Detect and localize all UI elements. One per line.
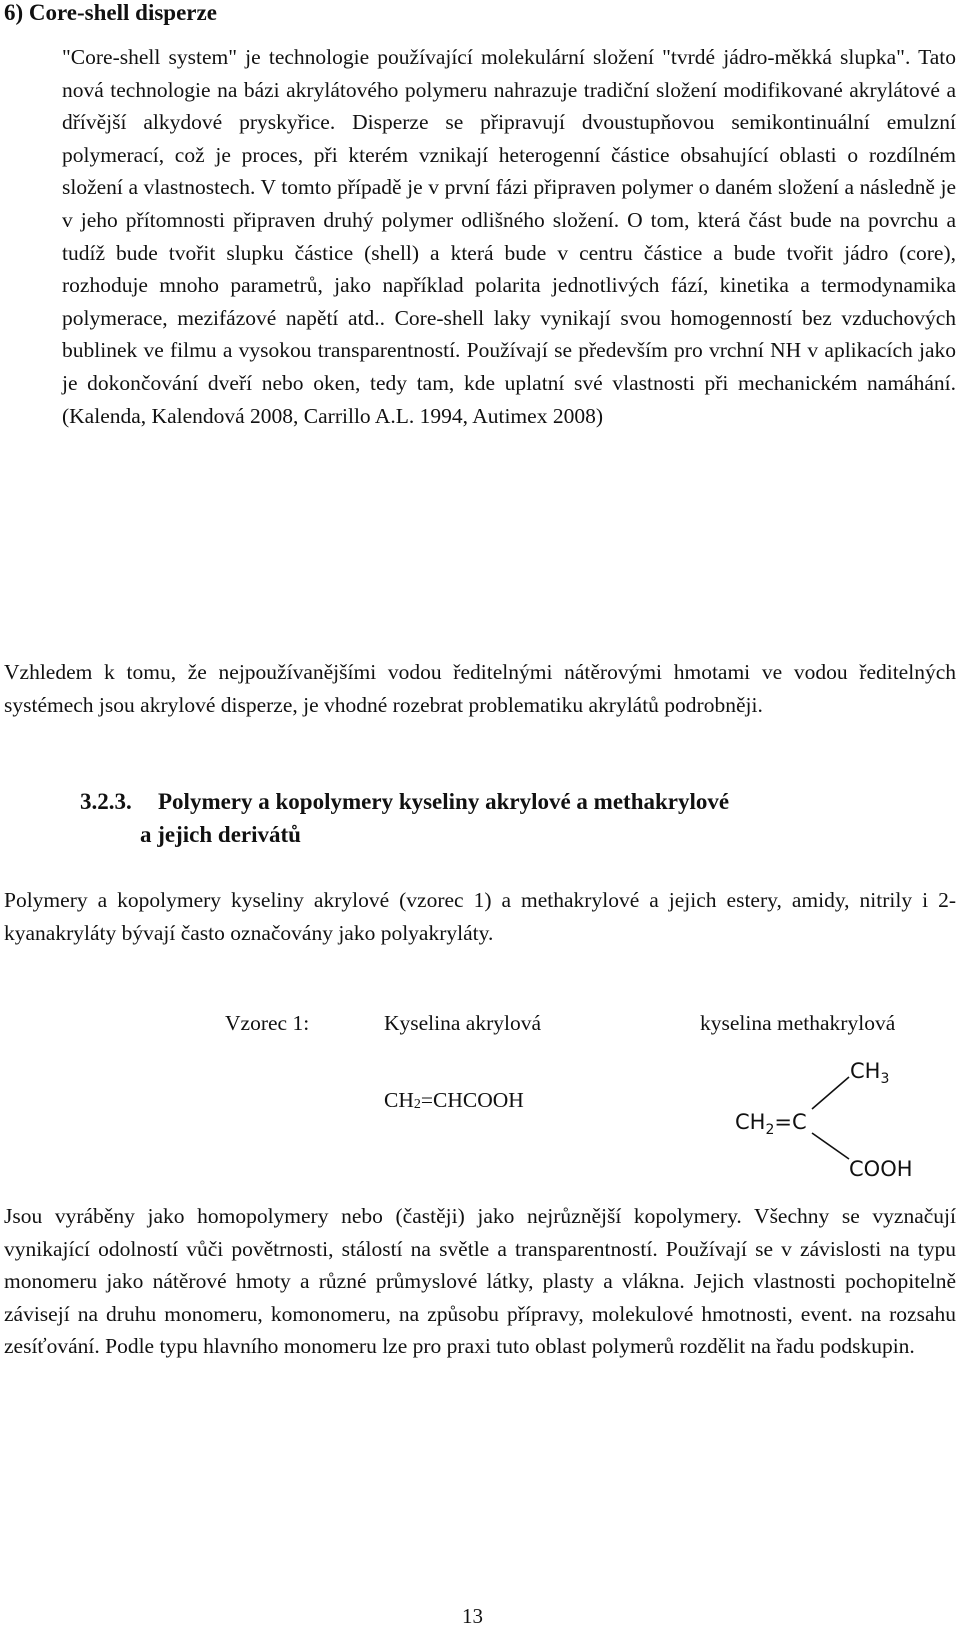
methacrylic-acid-structure xyxy=(735,1057,935,1177)
acrylic-acid-name: Kyselina akrylová xyxy=(384,1011,542,1035)
paragraph-polyacrylates: Polymery a kopolymery kyseliny akrylové (vzorec 1) a methakrylové a jejich estery, amidy, nitrily i 2-kyanakryláty bývají často označovány jako polyakryláty. xyxy=(4,888,956,945)
section-number: 3.2.3. xyxy=(80,789,132,814)
structure-ch3-label: $CH_3$ xyxy=(850,1059,890,1087)
formula-sub-2: 2 xyxy=(413,1097,421,1112)
formula-rest: =CHCOOH xyxy=(420,1088,524,1112)
acrylic-acid-formula xyxy=(384,1087,524,1118)
structure-bond-down xyxy=(812,1133,849,1159)
page-number: 13 xyxy=(462,1604,483,1628)
section-title-line2: a jejich derivátů xyxy=(140,822,301,847)
section-title-line1: Polymery a kopolymery kyseliny akrylové a methakrylové xyxy=(158,789,730,814)
section-heading-core-shell: 6) Core-shell disperze xyxy=(4,0,217,25)
structure-ch2-label: $CH_2=C$ xyxy=(735,1110,807,1138)
paragraph-intro-acrylic: Vzhledem k tomu, že nejpoužívanějšími vodou ředitelnými nátěrovými hmotami ve vodou ředitelných systémech jsou akrylové disperze, je vhodné rozebrat problematiku akrylátů podrobněji. xyxy=(4,660,956,717)
formula-label: Vzorec 1: xyxy=(225,1011,310,1035)
methacrylic-acid-name: kyselina methakrylová xyxy=(700,1011,896,1035)
section-heading-3-2-3 xyxy=(80,785,940,851)
structure-cooh-label: COOH xyxy=(849,1157,913,1177)
paragraph-homopolymers: Jsou vyráběny jako homopolymery nebo (častěji) jako nejrůznější kopolymery. Všechny se vyznačují vynikající odolností vůči povětrnosti, stálostí na světle a transparentností. Používají se v závislosti na typu monomeru jako nátěrové hmoty a různé průmyslové látky, plasty a vlákna. Jejich vlastnosti pochopitelně závisejí na druhu monomeru, komonomeru, na způsobu přípravy, molekulové hmotnosti, event. na rozsahu zesíťování. Podle typu hlavního monomeru lze pro praxi tuto oblast polymerů rozdělit na řadu podskupin. xyxy=(4,1204,956,1359)
formula-ch: CH xyxy=(384,1088,414,1112)
structure-bond-up xyxy=(812,1077,849,1109)
paragraph-core-shell: "Core-shell system" je technologie používající molekulární složení "tvrdé jádro-měkká slupka". Tato nová technologie na bázi akrylátového polymeru nahrazuje tradiční složení modifikované akrylátové a dřívější alkydové pryskyřice. Disperze se připravují dvoustupňovou semikontinuální emulzní polymerací, což je proces, při kterém vznikají heterogenní částice obsahující oblasti o rozdílném složení a vlastnostech. V tomto případě je v první fázi připraven polymer o daném složení a následně je v jeho přítomnosti připraven druhý polymer odlišného složení. O tom, která část bude na povrchu a tudíž bude tvořit slupku částice (shell) a která bude v centru částice a bude tvořit jádro (core), rozhoduje mnoho parametrů, jako například polarita jednotlivých fází, kinetika a termodynamika polymerace, mezifázové napětí atd.. Core-shell laky vynikají svou homogenností bez vzduchových bublinek ve filmu a vysokou transparentností. Používají se především pro vrchní NH v aplikacích jako je dokončování dveří nebo oken, tedy tam, kde uplatní své vlastnosti při mechanickém namáhání. (Kalenda, Kalendová 2008, Carrillo A.L. 1994, Autimex 2008) xyxy=(62,45,956,428)
